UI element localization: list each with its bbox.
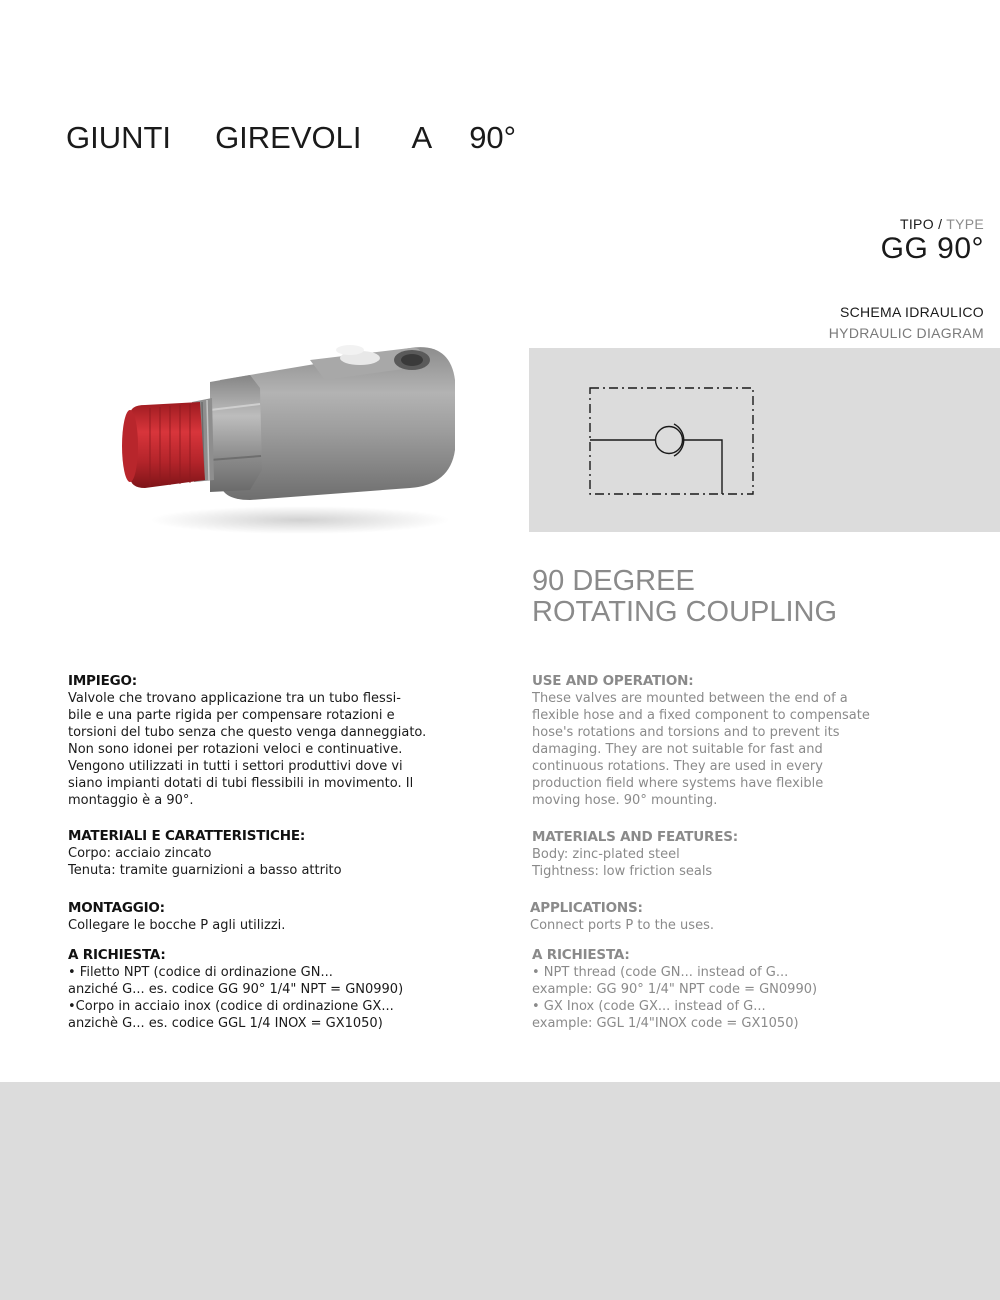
- section-use-and-operation: [532, 673, 952, 809]
- section-a-richiesta: [68, 947, 488, 1032]
- section-heading: A RICHIESTA:: [532, 947, 630, 963]
- section-text: Body: zinc-plated steel Tightness: low friction seals: [532, 847, 713, 879]
- footer-band: [0, 1082, 1000, 1300]
- section-heading: MONTAGGIO:: [68, 900, 165, 916]
- section-a-richiesta-en: [532, 947, 952, 1032]
- section-montaggio: [68, 900, 488, 934]
- section-heading: MATERIALS AND FEATURES:: [532, 829, 738, 845]
- section-materials-and-features: [532, 829, 952, 880]
- diagram-swivel-symbol: [656, 427, 683, 454]
- swivel-coupling-illustration: [110, 320, 470, 540]
- schema-label-it: SCHEMA IDRAULICO: [839, 304, 984, 320]
- section-heading: A RICHIESTA:: [68, 947, 166, 963]
- section-applications: [530, 900, 950, 934]
- english-title: [532, 566, 837, 628]
- section-heading: MATERIALI E CARATTERISTICHE:: [68, 828, 306, 844]
- product-image: [110, 320, 470, 540]
- section-text: Collegare le bocche P agli utilizzi.: [68, 918, 286, 933]
- section-text: Valvole che trovano applicazione tra un tubo flessi- bile e una parte rigida per compensare rotazioni e torsioni del tubo senza che questo venga danneggiato. Non sono idonei per rotazioni veloci e continuative. Vengono utilizzati in tutti i settori produttivi dove vi siano impianti dotati di tubi flessibili in movimento. Il montaggio è a 90°.: [68, 691, 427, 808]
- section-heading: APPLICATIONS:: [530, 900, 643, 916]
- diagram-envelope: [590, 388, 753, 494]
- section-materiali: [68, 828, 488, 879]
- section-impiego: [68, 673, 488, 809]
- english-title-line-2: ROTATING COUPLING: [532, 596, 838, 628]
- section-heading: USE AND OPERATION:: [532, 673, 694, 689]
- type-label-separator: /: [938, 216, 943, 232]
- title-word: 90°: [469, 120, 517, 155]
- page-title: [66, 120, 516, 156]
- hydraulic-diagram: [529, 348, 1000, 532]
- type-label-en: TYPE: [946, 216, 984, 232]
- section-text: • Filetto NPT (codice di ordinazione GN... anziché G... es. codice GG 90° 1/4" NPT = GN0990) •Corpo in acciaio inox (codice di ordinazione GX... anzichè G... es. codice GGL 1/4 INOX = GX1050): [68, 965, 404, 1031]
- title-word: GIREVOLI: [215, 120, 362, 155]
- title-word: GIUNTI: [66, 120, 172, 155]
- type-label: [881, 216, 984, 232]
- section-text: • NPT thread (code GN... instead of G... example: GG 90° 1/4" NPT code = GN0990) • GX Inox (code GX... instead of G... example: GGL 1/4"INOX code = GX1050): [532, 965, 818, 1031]
- section-heading: IMPIEGO:: [68, 673, 137, 689]
- schema-label: [829, 302, 984, 344]
- section-text: These valves are mounted between the end of a flexible hose and a fixed component to compensate hose's rotations and torsions and to prevent its damaging. They are not suitable for fast and continuous rotations. They are used in every production field where systems have flexible moving hose. 90° mounting.: [532, 691, 870, 808]
- title-word: A: [411, 120, 433, 155]
- hydraulic-diagram-panel: [529, 348, 1000, 532]
- section-text: Connect ports P to the uses.: [530, 918, 714, 933]
- type-label-it: TIPO: [900, 216, 934, 232]
- english-title-line-1: 90 DEGREE: [532, 565, 695, 597]
- type-code: GG 90°: [880, 232, 984, 265]
- type-block: [881, 216, 984, 266]
- diagram-port-line-right: [683, 440, 722, 494]
- section-text: Corpo: acciaio zincato Tenuta: tramite guarnizioni a basso attrito: [68, 846, 342, 878]
- schema-label-en: HYDRAULIC DIAGRAM: [828, 325, 984, 341]
